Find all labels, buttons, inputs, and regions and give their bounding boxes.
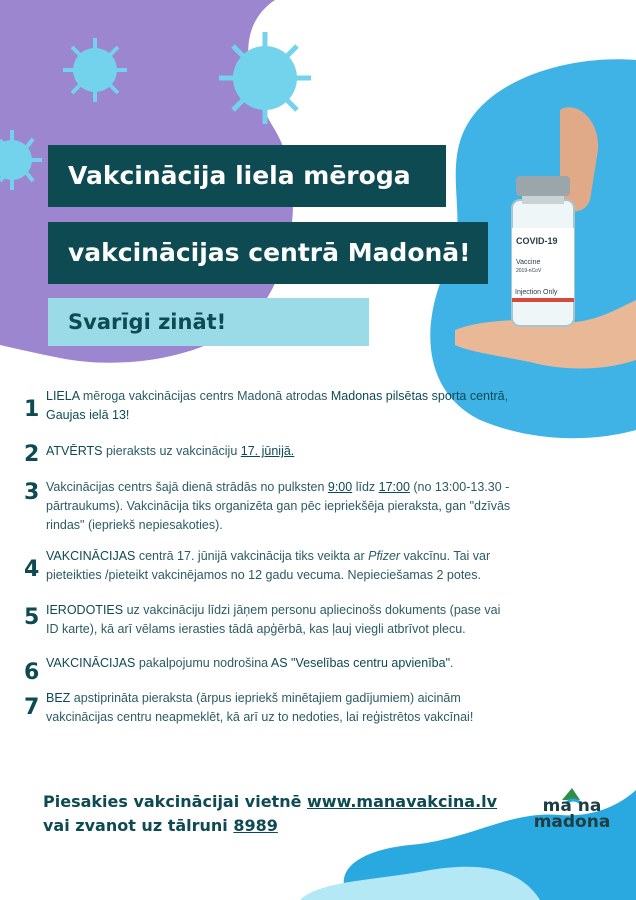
- svg-text:2019-nCoV: 2019-nCoV: [516, 268, 542, 274]
- footer-line-1: Piesakies vakcinācijai vietnē www.manavakcina.lv: [43, 792, 498, 811]
- virus-icon: [63, 38, 127, 102]
- vial-brand: COVID-19: [516, 236, 558, 246]
- item-text: LIELA mēroga vakcinācijas centrs Madonā atrodas Madonas pilsētas sporta centrā, Gaujas ielā 13!: [46, 389, 509, 422]
- title-line-2: vakcinācijas centrā Madonā!: [48, 222, 488, 284]
- subtitle-banner: Svarīgi zināt!: [48, 298, 369, 346]
- item-text: IERODOTIES uz vakcināciju līdzi jāņem personu apliecinošs dokuments (pase vai ID karte), kā arī vēlams ierasties tādā apģērbā, kas ļauj viegli atbrīvot plecu.: [46, 603, 501, 636]
- mana-madona-logo: [532, 784, 612, 834]
- logo-line-1: ma na: [542, 796, 602, 816]
- svg-text:Vaccine: Vaccine: [516, 259, 541, 266]
- vial-cap: [516, 176, 570, 196]
- footer-line-2: vai zvanot uz tālruni 8989: [43, 816, 278, 835]
- item-text: Vakcinācijas centrs šajā dienā strādās no pulksten 9:00 līdz 17:00 (no 13:00-13.30 - pārtraukums). Vakcinācija tiks organizēta gan pēc iepriekšēja pieraksta, gan "dzīvās rindas" (iepriekš nepiesakoties).: [46, 480, 511, 532]
- website-link[interactable]: www.manavakcina.lv: [307, 792, 498, 811]
- svg-text:Injection Only: Injection Only: [515, 289, 558, 296]
- item-number: 7: [24, 695, 40, 720]
- item-text: ATVĒRTS pieraksts uz vakcināciju 17. jūnijā.: [46, 444, 295, 458]
- item-number: 3: [24, 480, 40, 505]
- item-text: VAKCINĀCIJAS pakalpojumu nodrošina AS "Veselības centru apvienība".: [46, 656, 454, 670]
- item-text: VAKCINĀCIJAS centrā 17. jūnijā vakcinācija tiks veikta ar Pfizer vakcīnu. Tai var pieteikties /pieteikt vakcinējamos no 12 gadu vecuma. Nepieciešamas 2 potes.: [46, 549, 491, 582]
- item-number: 2: [24, 442, 40, 467]
- logo-line-2: madona: [533, 812, 611, 832]
- item-number: 4: [24, 557, 40, 582]
- item-text: BEZ apstiprināta pieraksta (ārpus iepriekš minētajiem gadījumiem) aicinām vakcinācijas centru neapmeklēt, kā arī uz to nedoties, lai reģistrētos vakcīnai!: [46, 691, 474, 724]
- title-line-1: Vakcinācija liela mēroga: [48, 145, 446, 207]
- item-number: 6: [24, 660, 40, 685]
- item-number: 1: [24, 397, 40, 422]
- phone-link[interactable]: 8989: [233, 816, 278, 835]
- item-number: 5: [24, 605, 40, 630]
- footer-cta: [43, 790, 513, 838]
